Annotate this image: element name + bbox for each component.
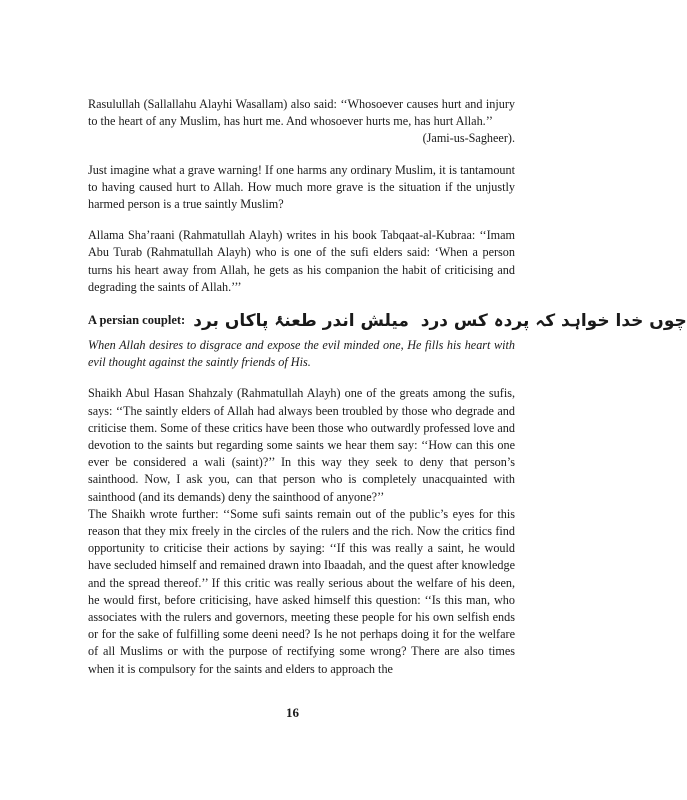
couplet-label: A persian couplet:: [88, 313, 186, 328]
page-number: 16: [286, 705, 299, 720]
shaikh-further-paragraph: The Shaikh wrote further: ‘‘Some sufi saints remain out of the public’s eyes for this reason that they mix freely in the circles of the rulers and the rich. Now the critics find opportunity to criticise their actions by saying: ‘‘If this was really a saint, he would have secluded himself and remained drawn into Ibaadah, and the quest after knowledge and the spread thereof.’’ If this critic was really serious about the welfare of his deen, he would first, before criticising, have asked himself this question: ‘‘Is this man, who associates with the rulers and governors, meeting these people for his own selfish ends or for the sake of fulfilling some deeni need? Is he not perhaps doing it for the welfare of all Muslims or with the purpose of rectifying some wrong? There are also times when it is compulsory for the saints and elders to approach the: [88, 506, 515, 676]
hadith-paragraph: Rasulullah (Sallallahu Alayhi Wasallam) also said: ‘‘Whosoever causes hurt and injury to the heart of any Muslim, has hurt me. And whosoever hurts me, has hurt Allah.’’: [88, 97, 515, 129]
hadith-source: (Jami-us-Sagheer).: [422, 131, 515, 146]
couplet-text: چوں خدا خواہد کہ پردہ کس درد ‌ میلش اندر طعنۂ پاکاں برد: [193, 311, 687, 332]
shahzaly-paragraph: Shaikh Abul Hasan Shahzaly (Rahmatullah Alayh) one of the greats among the sufis, says: ‘‘The saintly elders of Allah had always been troubled by those who degrade and criticise them. Some of these critics have been those who outwardly professed love and devotion to the saints but regarding some saints we hear them say: ‘‘How can this one ever be considered a wali (saint)?’’ In this way they seek to deny that person’s sainthood. Now, I ask you, can that person who is completely unacquainted with sainthood (and its demands) deny the sainthood of anyone?’’: [88, 386, 515, 504]
shaarani-paragraph: Allama Sha’raani (Rahmatullah Alayh) writes in his book Tabqaat-al-Kubraa: ‘‘Imam Abu Turab (Rahmatullah Alayh) who is one of the sufi elders said: ‘When a person turns his heart away from Allah, he gets as his companion the habit of criticising and degrading the saints of Allah.’’’: [88, 228, 515, 294]
warning-paragraph: Just imagine what a grave warning! If one harms any ordinary Muslim, it is tantamount to having caused hurt to Allah. How much more grave is the situation if the unjustly harmed person is a true saintly Muslim?: [88, 162, 515, 212]
couplet-translation: When Allah desires to disgrace and expose the evil minded one, He fills his heart with evil thought against the saintly friends of His.: [88, 338, 515, 370]
persian-couplet: [88, 310, 687, 332]
